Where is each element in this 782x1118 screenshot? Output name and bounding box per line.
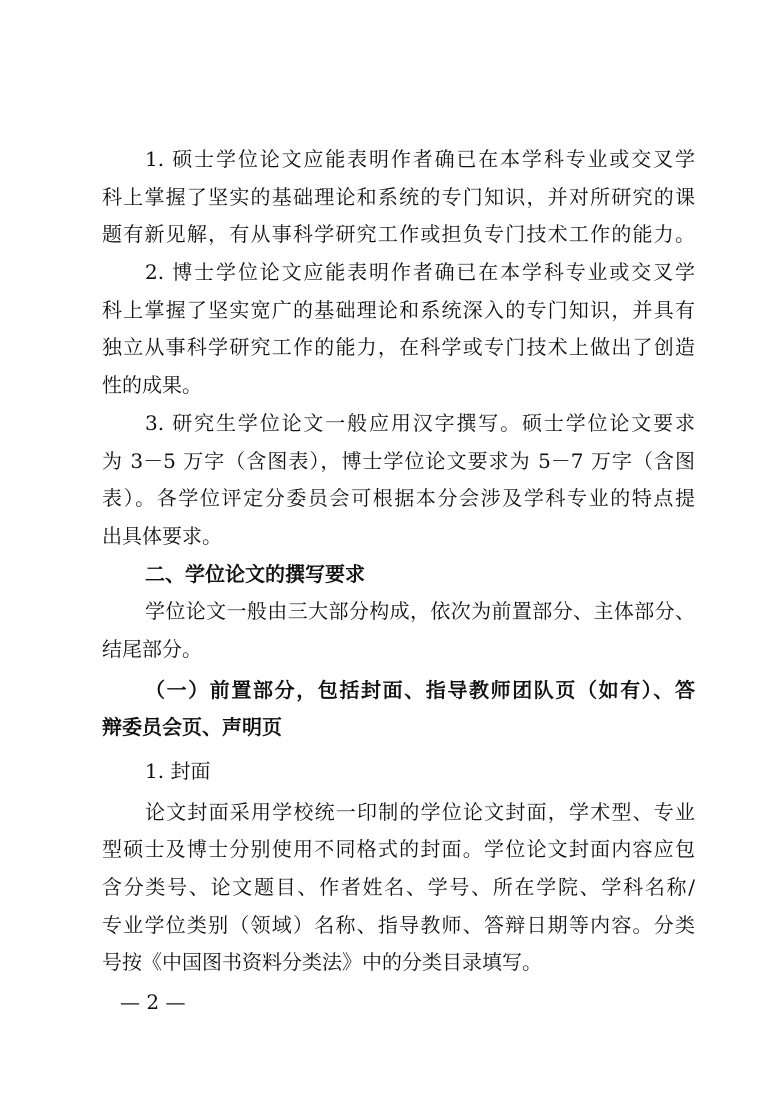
text-line: 2. 博士学位论文应能表明作者确已在本学科专业或交叉学: [145, 260, 695, 285]
text-line: 型硕士及博士分别使用不同格式的封面。学位论文封面内容应包: [102, 837, 695, 862]
paragraph-master-requirements: [102, 141, 695, 254]
item-heading-cover: 1. 封面: [145, 759, 211, 783]
paragraph-doctor-requirements: [102, 254, 695, 405]
text-line: 辩委员会页、声明页: [102, 715, 282, 740]
text-line: 性的成果。: [102, 373, 202, 398]
text-line: 科上掌握了坚实宽广的基础理论和系统深入的专门知识，并具有: [102, 297, 695, 322]
text-line: 学位论文一般由三大部分构成，依次为前置部分、主体部分、: [145, 599, 695, 624]
text-line: 专业学位类别（领域）名称、指导教师、答辩日期等内容。分类: [102, 912, 695, 937]
text-line: 题有新见解，有从事科学研究工作或担负专门技术工作的能力。: [102, 222, 695, 247]
paragraph-structure: [102, 593, 695, 668]
text-line: 独立从事科学研究工作的能力，在科学或专门技术上做出了创造: [102, 335, 695, 360]
text-line: 1. 硕士学位论文应能表明作者确已在本学科专业或交叉学: [145, 147, 695, 171]
text-line: 号按《中国图书资料分类法》中的分类目录填写。: [102, 950, 542, 975]
document-body: [102, 141, 695, 982]
text-line: 表）。各学位评定分委员会可根据本分会涉及学科专业的特点提: [102, 486, 695, 511]
paragraph-cover: [102, 794, 695, 982]
text-line: 出具体要求。: [102, 523, 222, 548]
text-line: 含分类号、论文题目、作者姓名、学号、所在学院、学科名称/: [102, 875, 695, 900]
text-line: 为 3－5 万字（含图表），博士学位论文要求为 5－7 万字（含图: [102, 448, 695, 473]
paragraph-language-length: [102, 405, 695, 556]
page-number: — 2 —: [120, 990, 186, 1014]
text-line: 3. 研究生学位论文一般应用汉字撰写。硕士学位论文要求: [145, 410, 695, 435]
text-line: 论文封面采用学校统一印制的学位论文封面，学术型、专业: [145, 799, 695, 824]
text-line: 科上掌握了坚实的基础理论和系统的专门知识，并对所研究的课: [102, 184, 695, 209]
text-line: （一）前置部分，包括封面、指导教师团队页（如有）、答: [145, 677, 695, 702]
text-line: 结尾部分。: [102, 636, 202, 661]
section-heading: 二、学位论文的撰写要求: [145, 561, 365, 586]
subsection-heading: [102, 672, 695, 747]
